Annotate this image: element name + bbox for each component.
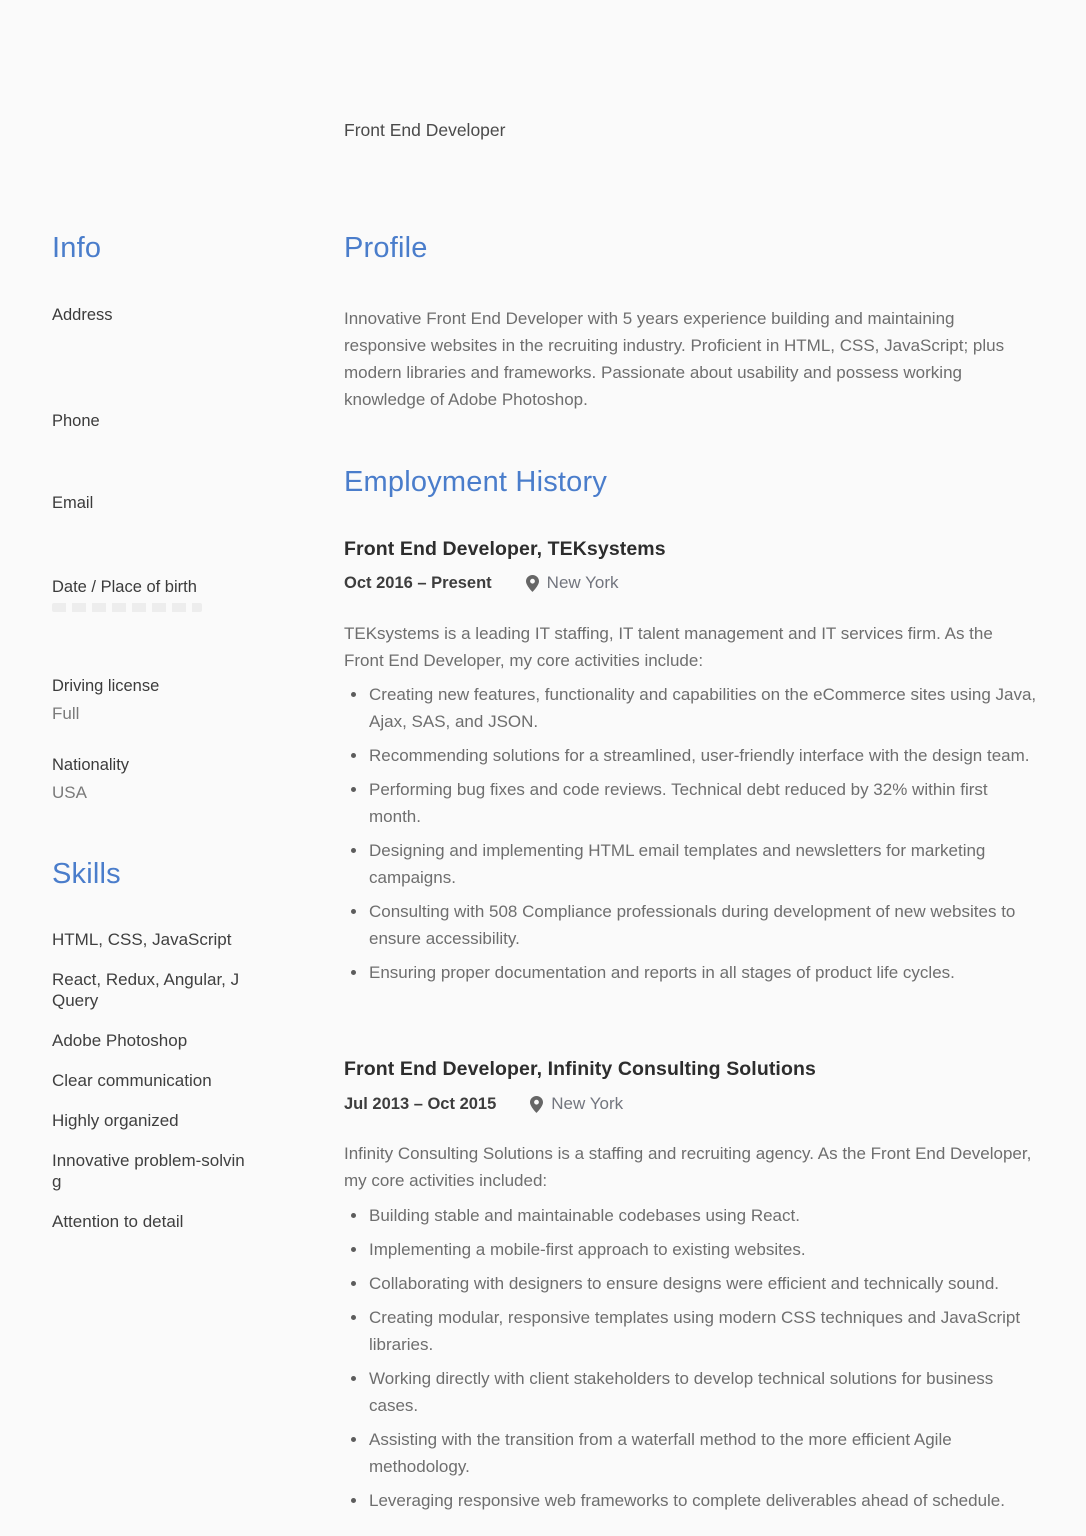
employment-section-heading: Employment History <box>344 466 608 498</box>
job-location-group <box>530 1094 623 1114</box>
job-dates: Oct 2016 – Present <box>344 573 492 592</box>
skill-item: Adobe Photoshop <box>52 1031 188 1050</box>
job-location: New York <box>546 573 619 592</box>
job-bullet-list <box>344 681 1044 993</box>
bullet-item: Consulting with 508 Compliance professionals during development of new websites to ensure accessibility. <box>344 898 1044 952</box>
job-meta <box>344 573 619 593</box>
bullet-item: Performing bug fixes and code reviews. Technical debt reduced by 32% within first month. <box>344 776 1044 830</box>
bullet-item: Ensuring proper documentation and reports in all stages of product life cycles. <box>344 959 1044 986</box>
job-dates: Jul 2013 – Oct 2015 <box>344 1094 497 1113</box>
job-bullet-list <box>344 1202 1044 1521</box>
location-pin-icon <box>530 1096 543 1113</box>
location-pin-icon <box>526 575 539 592</box>
bullet-item: Working directly with client stakeholders to develop technical solutions for business cases. <box>344 1365 1044 1419</box>
bullet-item: Recommending solutions for a streamlined, user-friendly interface with the design team. <box>344 742 1044 769</box>
profile-section-heading: Profile <box>344 232 428 264</box>
job-location-group <box>526 573 619 593</box>
info-section-heading: Info <box>52 232 102 264</box>
main-content <box>344 0 1036 1536</box>
dob-redacted-value <box>52 603 202 612</box>
bullet-item: Implementing a mobile-first approach to existing websites. <box>344 1236 1044 1263</box>
skill-item: React, Redux, Angular, JQuery <box>52 970 240 1010</box>
job-title: Front End Developer, TEKsystems <box>344 538 666 560</box>
address-label: Address <box>52 306 113 324</box>
job-intro: TEKsystems is a leading IT staffing, IT talent management and IT services firm. As the Front End Developer, my core activities include: <box>344 624 993 670</box>
sidebar <box>52 0 310 1536</box>
job-location: New York <box>551 1094 624 1113</box>
bullet-item: Creating new features, functionality and capabilities on the eCommerce sites using Java, Ajax, SAS, and JSON. <box>344 681 1044 735</box>
profile-text: Innovative Front End Developer with 5 years experience building and maintaining responsive websites in the recruiting industry. Proficient in HTML, CSS, JavaScript; plus modern libraries and frameworks. Passionate about usability and possess working knowledge of Adobe Photoshop. <box>344 309 1005 409</box>
skill-item: HTML, CSS, JavaScript <box>52 930 232 949</box>
skill-item: Attention to detail <box>52 1212 184 1231</box>
bullet-item: Collaborating with designers to ensure designs were efficient and technically sound. <box>344 1270 1044 1297</box>
driving-license-value: Full <box>52 704 80 723</box>
skill-item: Clear communication <box>52 1071 212 1090</box>
bullet-item: Designing and implementing HTML email templates and newsletters for marketing campaigns. <box>344 837 1044 891</box>
nationality-value: USA <box>52 783 87 802</box>
nationality-label: Nationality <box>52 756 130 774</box>
job-meta <box>344 1094 623 1114</box>
email-label: Email <box>52 494 94 512</box>
job-intro: Infinity Consulting Solutions is a staffing and recruiting agency. As the Front End Developer, my core activities included: <box>344 1144 1032 1190</box>
bullet-item: Building stable and maintainable codebases using React. <box>344 1202 1044 1229</box>
bullet-item: Creating modular, responsive templates using modern CSS techniques and JavaScript libraries. <box>344 1304 1044 1358</box>
dob-label: Date / Place of birth <box>52 578 197 596</box>
driving-license-label: Driving license <box>52 677 160 695</box>
skills-section-heading: Skills <box>52 858 121 890</box>
bullet-item: Assisting with the transition from a waterfall method to the more efficient Agile methodology. <box>344 1426 1044 1480</box>
resume-subtitle: Front End Developer <box>344 120 506 140</box>
phone-label: Phone <box>52 412 100 430</box>
bullet-item: Leveraging responsive web frameworks to complete deliverables ahead of schedule. <box>344 1487 1044 1514</box>
job-title: Front End Developer, Infinity Consulting Solutions <box>344 1058 816 1080</box>
skill-item: Innovative problem-solving <box>52 1151 245 1191</box>
skill-item: Highly organized <box>52 1111 179 1130</box>
